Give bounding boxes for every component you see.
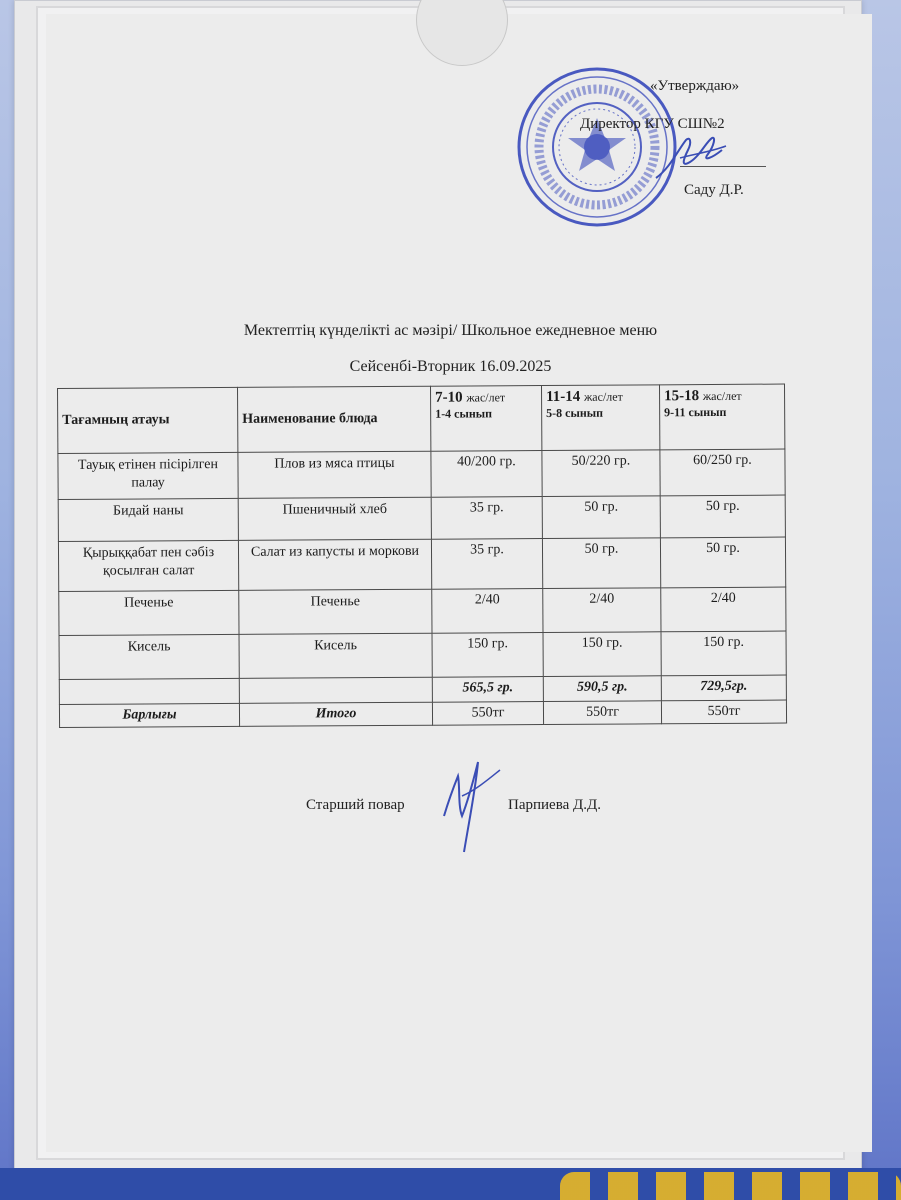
director-position: Директор КГУ СШ№2 bbox=[580, 116, 725, 132]
portion-11-14: 2/40 bbox=[543, 588, 661, 633]
portion-7-10: 40/200 гр. bbox=[431, 451, 542, 498]
portion-11-14: 50 гр. bbox=[542, 538, 660, 589]
header-age-7-10 bbox=[430, 386, 541, 452]
age-range: 15-18 bbox=[664, 388, 700, 405]
header-russian-name: Наименование блюда bbox=[237, 386, 430, 452]
sum-blank bbox=[239, 677, 432, 703]
portion-7-10: 2/40 bbox=[432, 589, 543, 634]
price-11-14: 550тг bbox=[543, 701, 661, 725]
total-label-kazakh: Барлығы bbox=[59, 703, 239, 727]
dish-kazakh: Бидай наны bbox=[58, 498, 238, 541]
table-row bbox=[59, 587, 786, 635]
date-line: Сейсенбі-Вторник 16.09.2025 bbox=[349, 358, 552, 375]
dish-russian: Кисель bbox=[239, 633, 432, 678]
portion-15-18: 150 гр. bbox=[661, 631, 786, 676]
portion-7-10: 35 гр. bbox=[431, 539, 542, 590]
dish-kazakh: Печенье bbox=[59, 590, 239, 635]
menu-table bbox=[57, 384, 787, 728]
portion-11-14: 50/220 гр. bbox=[542, 450, 660, 497]
grade-range: 5-8 сынып bbox=[546, 405, 604, 421]
portion-15-18: 2/40 bbox=[661, 587, 786, 632]
ornament-pattern bbox=[560, 1172, 901, 1200]
age-range: 7-10 bbox=[435, 389, 463, 406]
cook-position: Старший повар bbox=[306, 797, 405, 813]
dish-russian: Салат из капусты и моркови bbox=[238, 539, 431, 590]
director-name: Саду Д.Р. bbox=[684, 182, 744, 198]
age-unit: жас/лет bbox=[583, 389, 623, 404]
portion-7-10: 35 гр. bbox=[431, 497, 542, 540]
total-row bbox=[59, 700, 786, 727]
portion-15-18: 60/250 гр. bbox=[660, 449, 785, 496]
cook-name: Парпиева Д.Д. bbox=[508, 797, 601, 813]
grade-range: 1-4 сынып bbox=[435, 406, 493, 421]
dish-kazakh: Тауық етінен пісірілген палау bbox=[58, 452, 238, 499]
portion-11-14: 50 гр. bbox=[542, 496, 660, 539]
sum-7-10: 565,5 гр. bbox=[432, 677, 543, 703]
age-unit: жас/лет bbox=[702, 388, 742, 404]
grade-range: 9-11 сынып bbox=[664, 404, 727, 420]
age-unit: жас/лет bbox=[466, 390, 506, 405]
table-row bbox=[58, 495, 785, 541]
total-label-russian: Итого bbox=[239, 702, 432, 726]
table-header-row bbox=[58, 384, 785, 453]
approve-label: «Утверждаю» bbox=[650, 78, 740, 94]
page-title: Мектептің күнделікті ас мәзірі/ Школьное ежедневное меню bbox=[243, 322, 658, 339]
dish-russian: Плов из мяса птицы bbox=[238, 451, 431, 498]
age-range: 11-14 bbox=[546, 388, 581, 406]
pocket-thumb-cutout bbox=[416, 0, 508, 66]
header-age-11-14 bbox=[541, 385, 659, 451]
cook-signature-icon bbox=[436, 756, 506, 856]
dish-kazakh: Қырыққабат пен сәбіз қосылған салат bbox=[58, 540, 238, 591]
portion-15-18: 50 гр. bbox=[660, 495, 785, 538]
table-row bbox=[58, 449, 785, 499]
header-kazakh-name: Тағамның атауы bbox=[58, 387, 238, 453]
portion-15-18: 50 гр. bbox=[660, 537, 785, 588]
dish-russian: Пшеничный хлеб bbox=[238, 497, 431, 540]
price-15-18: 550тг bbox=[661, 700, 786, 724]
table-row bbox=[58, 537, 785, 591]
dish-russian: Печенье bbox=[239, 589, 432, 634]
sum-blank bbox=[59, 678, 239, 704]
director-signature-icon bbox=[650, 128, 730, 188]
header-age-15-18 bbox=[659, 384, 784, 450]
sum-15-18: 729,5гр. bbox=[661, 675, 786, 701]
sum-11-14: 590,5 гр. bbox=[543, 676, 661, 702]
table-row bbox=[59, 631, 786, 679]
dish-kazakh: Кисель bbox=[59, 634, 239, 679]
price-7-10: 550тг bbox=[432, 702, 543, 726]
signature-line bbox=[680, 166, 766, 167]
portion-11-14: 150 гр. bbox=[543, 632, 661, 677]
portion-7-10: 150 гр. bbox=[432, 633, 543, 678]
